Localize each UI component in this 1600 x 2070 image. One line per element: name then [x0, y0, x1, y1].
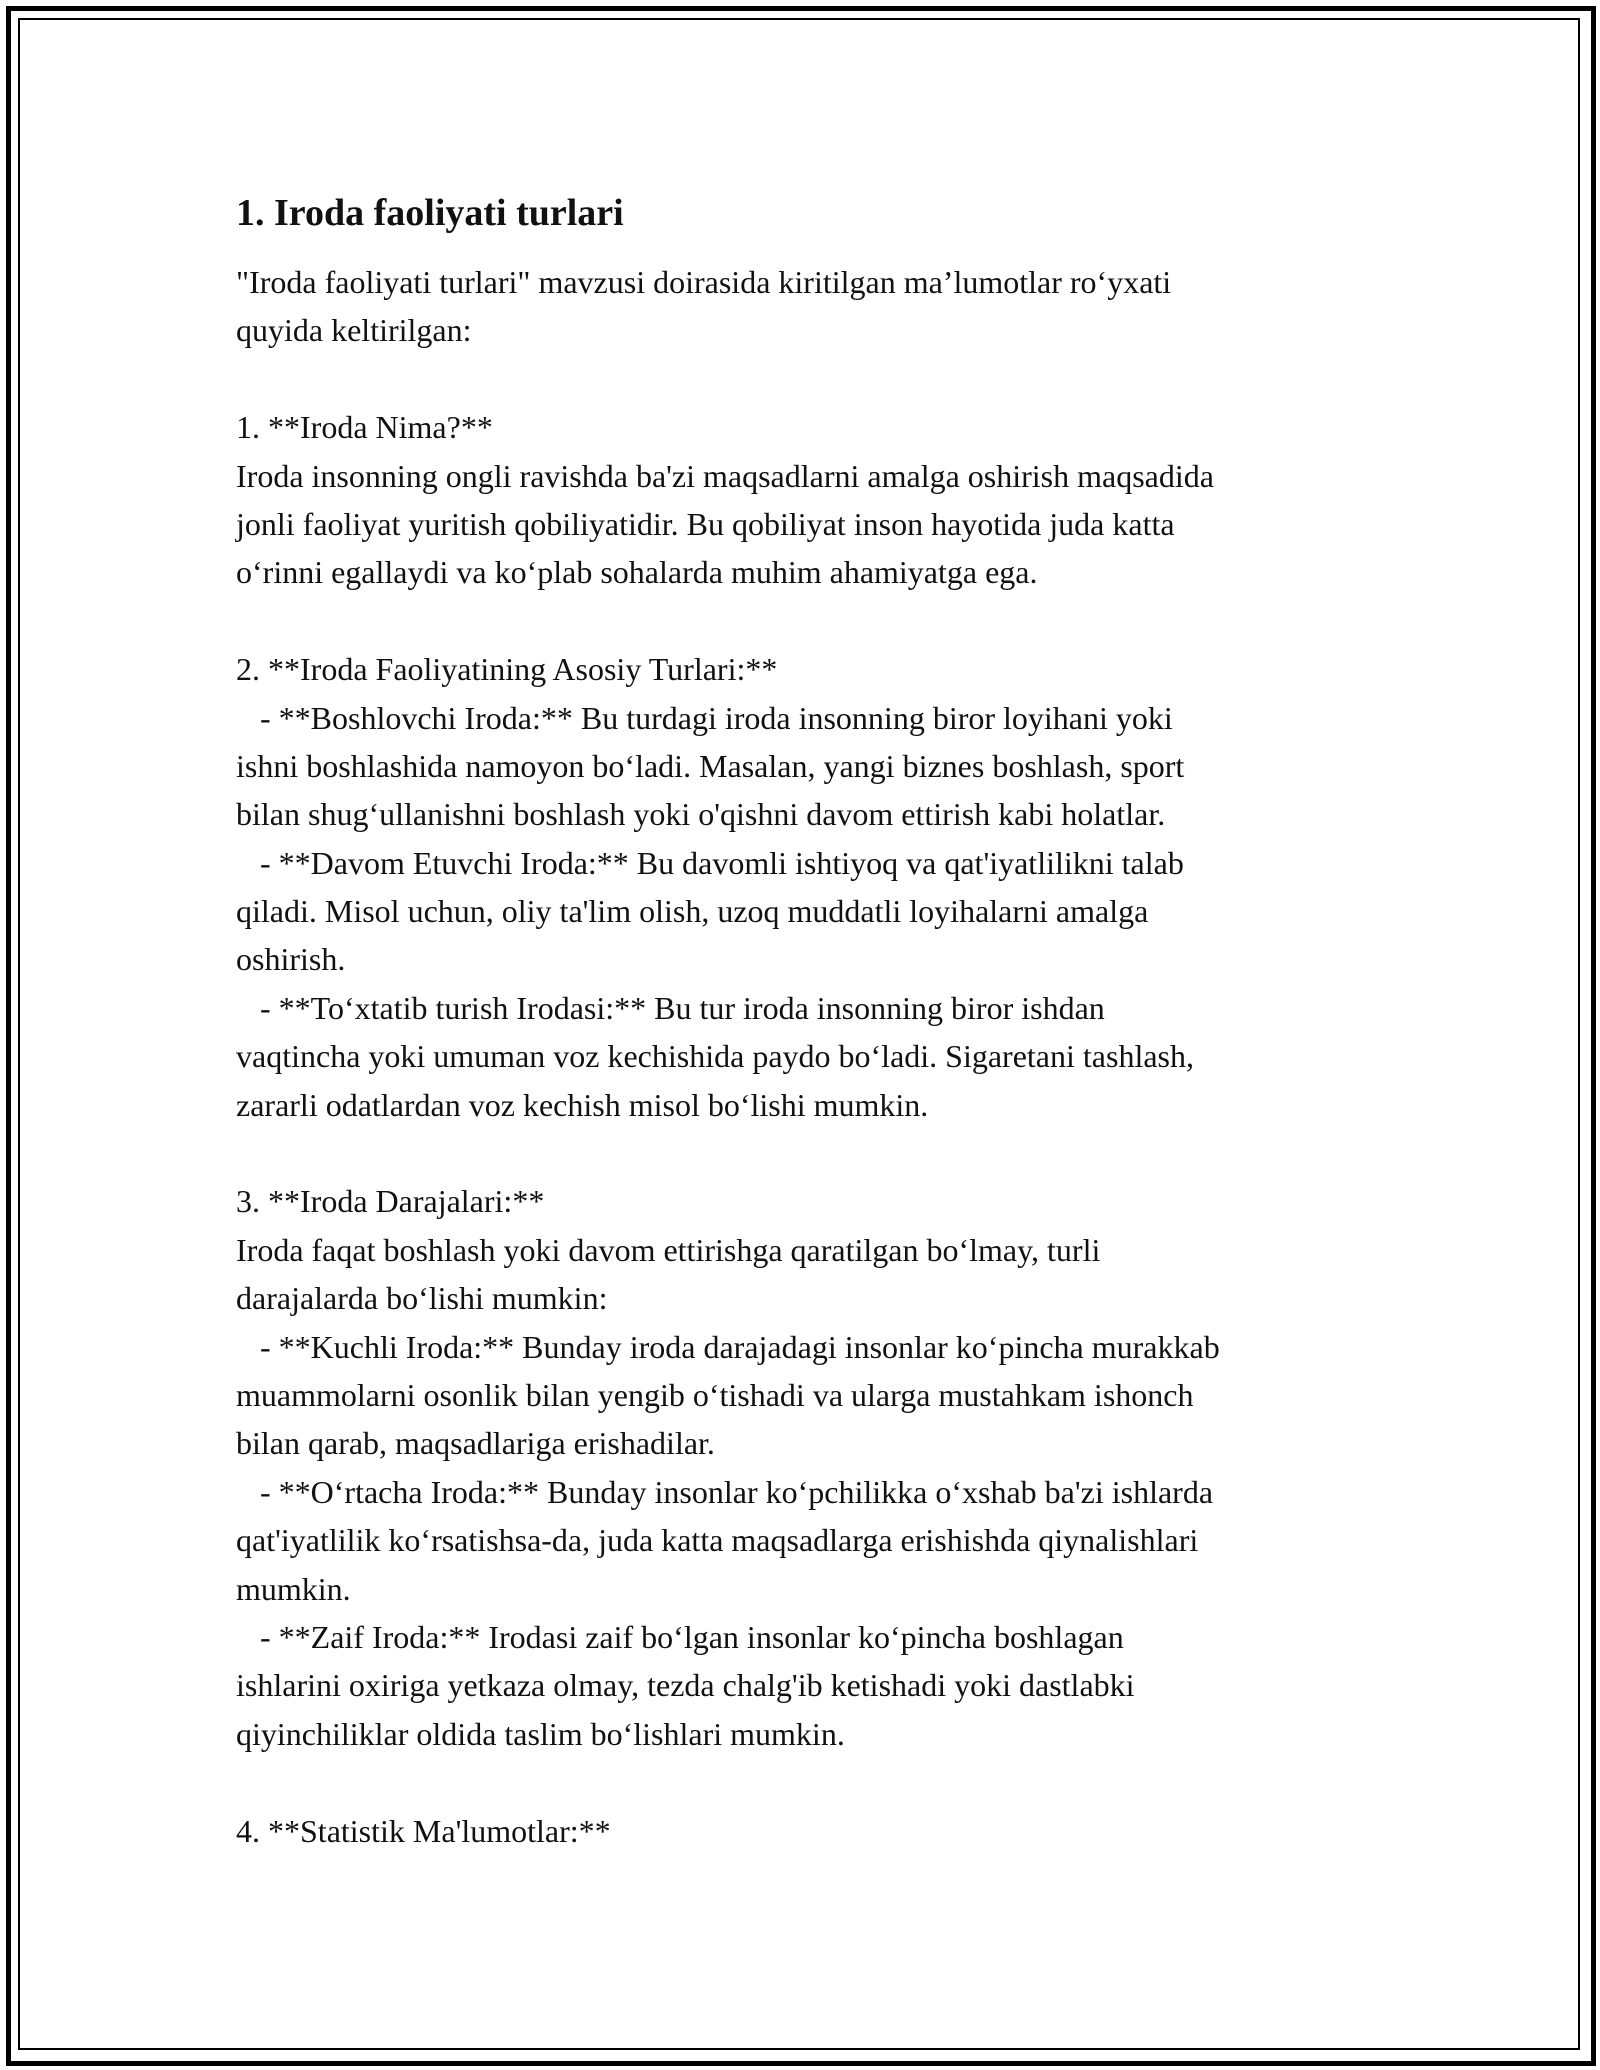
text-line: zararli odatlardan voz kechish misol bo‘lishi mumkin. [236, 1086, 929, 1123]
text-line: vaqtincha yoki umuman voz kechishida paydo bo‘ladi. Sigaretani tashlash, [236, 1038, 1194, 1075]
text-line: - **Davom Etuvchi Iroda:** Bu davomli ishtiyoq va qat'iyatlilikni talab [236, 844, 1184, 881]
text-line: o‘rinni egallaydi va ko‘plab sohalarda muhim ahamiyatga ega. [236, 554, 1038, 591]
text-line: jonli faoliyat yuritish qobiliyatidir. Bu qobiliyat inson hayotida juda katta [236, 505, 1175, 542]
text-line: mumkin. [236, 1570, 351, 1607]
document-title: 1. Iroda faoliyati turlari [236, 192, 624, 234]
text-line: bilan qarab, maqsadlariga erishadilar. [236, 1425, 715, 1462]
text-line: qat'iyatlilik ko‘rsatishsa-da, juda katta maqsadlarga erishishda qiynalishlari [236, 1522, 1199, 1559]
blank-line [236, 1758, 1376, 1806]
text-line: muammolarni osonlik bilan yengib o‘tishadi va ularga mustahkam ishonch [236, 1376, 1194, 1413]
text-line: - **Kuchli Iroda:** Bunday iroda darajadagi insonlar ko‘pincha murakkab [236, 1328, 1220, 1365]
text-line: Iroda faqat boshlash yoki davom ettirishga qaratilgan bo‘lmay, turli [236, 1231, 1101, 1268]
blank-line [236, 1129, 1376, 1177]
text-line: - **Boshlovchi Iroda:** Bu turdagi iroda insonning biror loyihani yoki [236, 699, 1173, 736]
text-line: 3. **Iroda Darajalari:** [236, 1183, 545, 1220]
text-line: qiladi. Misol uchun, oliy ta'lim olish, uzoq muddatli loyihalarni amalga [236, 893, 1149, 930]
text-line: oshirish. [236, 941, 346, 978]
text-line: quyida keltirilgan: [236, 312, 472, 349]
blank-line [236, 597, 1376, 645]
text-line: 1. **Iroda Nima?** [236, 409, 493, 446]
text-line: "Iroda faoliyati turlari" mavzusi doirasida kiritilgan ma’lumotlar ro‘yxati [236, 264, 1172, 300]
text-line: ishni boshlashida namoyon bo‘ladi. Masalan, yangi biznes boshlash, sport [236, 747, 1185, 784]
text-line: bilan shug‘ullanishni boshlash yoki o'qishni davom ettirish kabi holatlar. [236, 796, 1166, 833]
text-line: ishlarini oxiriga yetkaza olmay, tezda chalg'ib ketishadi yoki dastlabki [236, 1667, 1135, 1704]
text-line: qiyinchiliklar oldida taslim bo‘lishlari mumkin. [236, 1715, 845, 1752]
text-line: 2. **Iroda Faoliyatining Asosiy Turlari:** [236, 651, 778, 688]
document-page [236, 188, 1376, 1855]
text-line: darajalarda bo‘lishi mumkin: [236, 1280, 608, 1317]
text-line: - **To‘xtatib turish Irodasi:** Bu tur iroda insonning biror ishdan [236, 989, 1105, 1026]
text-line: - **O‘rtacha Iroda:** Bunday insonlar ko‘pchilikka o‘xshab ba'zi ishlarda [236, 1473, 1214, 1510]
text-line: 4. **Statistik Ma'lumotlar:** [236, 1812, 611, 1849]
text-line: Iroda insonning ongli ravishda ba'zi maqsadlarni amalga oshirish maqsadida [236, 457, 1214, 494]
document-body [236, 258, 1376, 1855]
blank-line [236, 355, 1376, 403]
text-line: - **Zaif Iroda:** Irodasi zaif bo‘lgan insonlar ko‘pincha boshlagan [236, 1618, 1124, 1655]
